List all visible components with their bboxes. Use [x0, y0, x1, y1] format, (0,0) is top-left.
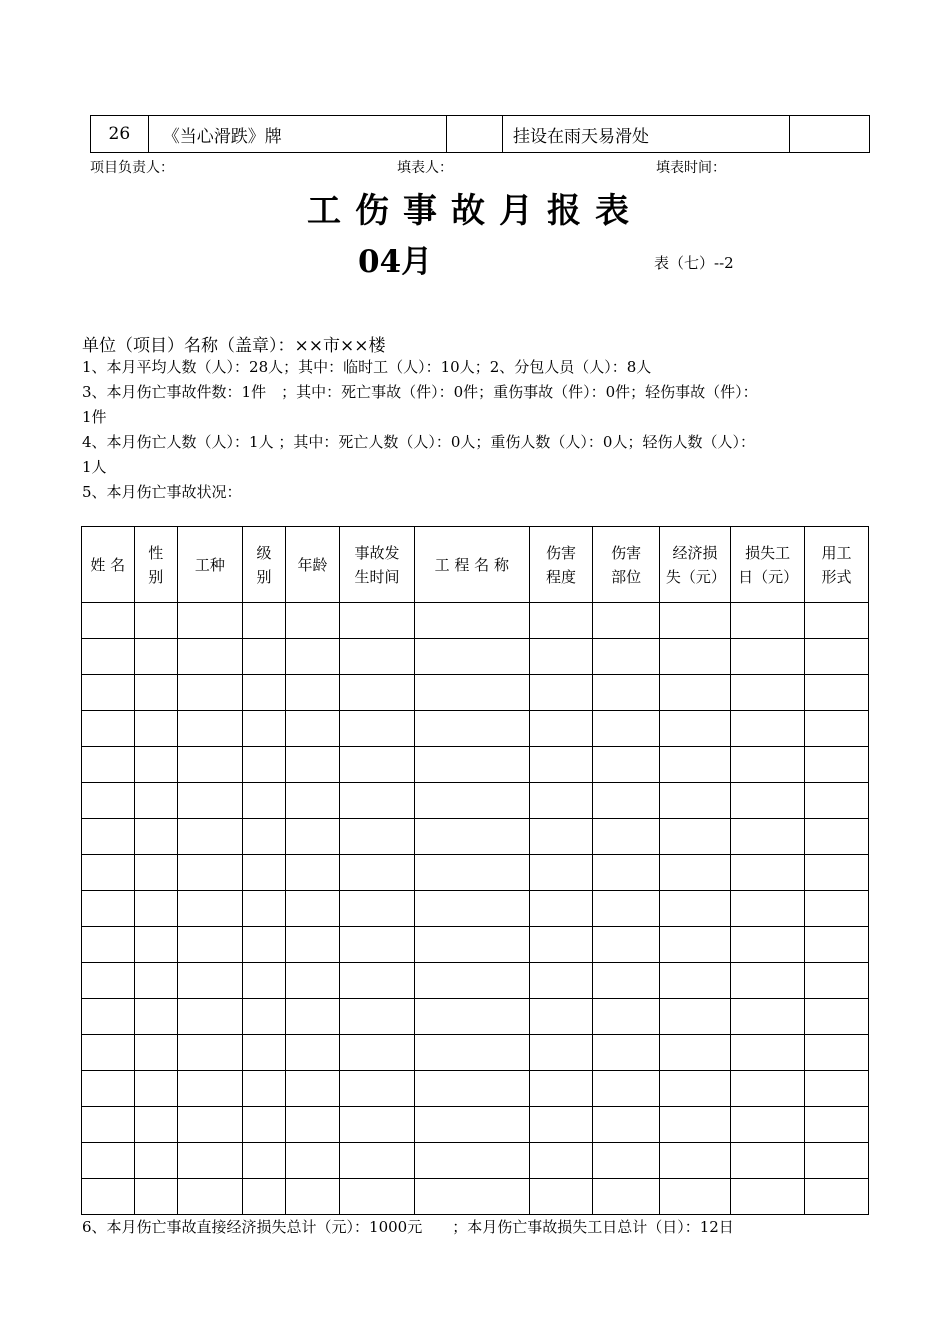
- table-cell: [134, 1107, 177, 1143]
- table-row: [82, 1179, 869, 1215]
- table-cell: [593, 747, 660, 783]
- table-cell: [242, 891, 285, 927]
- table-cell: [242, 855, 285, 891]
- table-cell: [659, 891, 730, 927]
- table-cell: [286, 1179, 340, 1215]
- table-cell: [82, 1107, 135, 1143]
- table-cell: [242, 603, 285, 639]
- table-cell: [134, 1071, 177, 1107]
- table-cell: [593, 927, 660, 963]
- headcount-line: 1、本月平均人数（人）：28人；其中：临时工（人）：10人；2、分包人员（人）：8人: [82, 358, 652, 376]
- table-cell: [134, 639, 177, 675]
- table-cell: [82, 819, 135, 855]
- table-cell: [593, 819, 660, 855]
- table-cell: [134, 711, 177, 747]
- table-cell: [177, 1143, 242, 1179]
- project-lead-label: 项目负责人：: [90, 160, 174, 176]
- table-cell: [659, 1107, 730, 1143]
- table-cell: [82, 999, 135, 1035]
- table-cell: [339, 747, 414, 783]
- table-row: [82, 963, 869, 999]
- table-cell: [242, 963, 285, 999]
- table-cell: [593, 1071, 660, 1107]
- form-number: 表（七）--2: [654, 254, 734, 272]
- table-cell: [177, 783, 242, 819]
- table-cell: [339, 819, 414, 855]
- table-cell: [286, 855, 340, 891]
- casualty-count-line-cont: 1人: [82, 458, 107, 476]
- table-cell: [134, 675, 177, 711]
- sign-list-table: [90, 115, 870, 153]
- table-cell: [134, 783, 177, 819]
- sign-remark: [789, 116, 869, 153]
- table-cell: [177, 855, 242, 891]
- table-row: [82, 747, 869, 783]
- table-cell: [529, 675, 593, 711]
- table-cell: [339, 999, 414, 1035]
- table-cell: [415, 855, 529, 891]
- table-cell: [242, 783, 285, 819]
- accident-count-line: 3、本月伤亡事故件数：1件 ；其中：死亡事故（件）：0件；重伤事故（件）：0件；轻伤事故（件）：: [82, 383, 758, 401]
- table-cell: [731, 1035, 805, 1071]
- page-title: 工伤事故月报表: [307, 191, 643, 231]
- table-cell: [286, 603, 340, 639]
- table-cell: [134, 927, 177, 963]
- table-row: [82, 639, 869, 675]
- accident-status-heading: 5、本月伤亡事故状况：: [82, 483, 242, 501]
- table-row: [82, 855, 869, 891]
- table-cell: [134, 999, 177, 1035]
- table-cell: [529, 1107, 593, 1143]
- table-cell: [339, 603, 414, 639]
- table-row: [82, 783, 869, 819]
- table-cell: [593, 891, 660, 927]
- table-cell: [529, 891, 593, 927]
- table-cell: [242, 927, 285, 963]
- table-cell: [529, 927, 593, 963]
- col-lost-workdays: 损失工日（元）: [731, 527, 805, 603]
- table-cell: [529, 1179, 593, 1215]
- table-cell: [659, 963, 730, 999]
- table-cell: [805, 855, 869, 891]
- table-cell: [529, 603, 593, 639]
- accident-count-line-cont: 1件: [82, 408, 107, 426]
- table-cell: [177, 747, 242, 783]
- table-cell: [805, 1179, 869, 1215]
- casualty-count-line: 4、本月伤亡人数（人）：1人 ；其中：死亡人数（人）：0人；重伤人数（人）：0人；轻伤人数（人）：: [82, 433, 755, 451]
- sign-name: 《当心滑跌》牌: [148, 116, 446, 153]
- table-cell: [659, 1071, 730, 1107]
- col-grade: 级别: [242, 527, 285, 603]
- report-month: 04月: [358, 244, 433, 280]
- table-cell: [805, 1071, 869, 1107]
- table-cell: [339, 963, 414, 999]
- col-trade: 工种: [177, 527, 242, 603]
- table-cell: [82, 711, 135, 747]
- table-cell: [529, 855, 593, 891]
- table-cell: [242, 711, 285, 747]
- table-cell: [805, 1143, 869, 1179]
- table-cell: [415, 819, 529, 855]
- table-cell: [805, 783, 869, 819]
- table-cell: [134, 1035, 177, 1071]
- table-cell: [593, 783, 660, 819]
- table-cell: [286, 639, 340, 675]
- table-row: [82, 1071, 869, 1107]
- col-project-name: 工 程 名 称: [415, 527, 529, 603]
- table-cell: [593, 1107, 660, 1143]
- table-cell: [593, 603, 660, 639]
- sign-location: 挂设在雨天易滑处: [502, 116, 789, 153]
- table-cell: [731, 603, 805, 639]
- table-cell: [286, 999, 340, 1035]
- table-cell: [286, 675, 340, 711]
- table-row: [82, 927, 869, 963]
- table-cell: [82, 1071, 135, 1107]
- table-cell: [82, 675, 135, 711]
- table-cell: [415, 1035, 529, 1071]
- table-cell: [415, 927, 529, 963]
- table-row: [82, 1035, 869, 1071]
- table-cell: [529, 819, 593, 855]
- col-economic-loss: 经济损失（元）: [659, 527, 730, 603]
- table-cell: [339, 927, 414, 963]
- table-cell: [177, 711, 242, 747]
- col-injury-part: 伤害部位: [593, 527, 660, 603]
- table-cell: [805, 675, 869, 711]
- row-number: 26: [91, 116, 149, 153]
- table-cell: [415, 963, 529, 999]
- table-cell: [593, 639, 660, 675]
- col-accident-time: 事故发生时间: [339, 527, 414, 603]
- table-cell: [134, 819, 177, 855]
- table-cell: [805, 603, 869, 639]
- table-cell: [134, 1143, 177, 1179]
- table-cell: [82, 927, 135, 963]
- table-cell: [659, 999, 730, 1035]
- table-cell: [286, 1143, 340, 1179]
- table-row: [82, 891, 869, 927]
- table-cell: [415, 891, 529, 927]
- table-cell: [339, 783, 414, 819]
- table-cell: [659, 711, 730, 747]
- table-cell: [659, 603, 730, 639]
- table-cell: [415, 639, 529, 675]
- table-cell: [593, 855, 660, 891]
- table-cell: [177, 1179, 242, 1215]
- table-cell: [415, 1107, 529, 1143]
- table-cell: [415, 783, 529, 819]
- table-cell: [415, 603, 529, 639]
- table-cell: [593, 675, 660, 711]
- table-cell: [415, 711, 529, 747]
- table-row: [82, 1143, 869, 1179]
- table-cell: [731, 1071, 805, 1107]
- table-cell: [134, 747, 177, 783]
- table-cell: [82, 855, 135, 891]
- table-cell: [339, 711, 414, 747]
- table-cell: [242, 819, 285, 855]
- table-row: [82, 603, 869, 639]
- table-cell: [134, 1179, 177, 1215]
- table-cell: [659, 1179, 730, 1215]
- table-cell: [659, 927, 730, 963]
- col-age: 年龄: [286, 527, 340, 603]
- table-cell: [82, 1179, 135, 1215]
- table-cell: [82, 783, 135, 819]
- table-cell: [339, 675, 414, 711]
- table-cell: [731, 747, 805, 783]
- table-cell: [82, 603, 135, 639]
- table-cell: [339, 855, 414, 891]
- table-cell: [339, 891, 414, 927]
- table-cell: [134, 963, 177, 999]
- table-cell: [177, 819, 242, 855]
- table-cell: [82, 747, 135, 783]
- table-cell: [731, 711, 805, 747]
- table-row: [82, 1107, 869, 1143]
- table-cell: [286, 711, 340, 747]
- table-cell: [659, 747, 730, 783]
- unit-name-line: 单位（项目）名称（盖章）：××市××楼: [82, 336, 386, 356]
- table-cell: [805, 999, 869, 1035]
- table-cell: [286, 891, 340, 927]
- table-cell: [731, 1179, 805, 1215]
- table-cell: [242, 675, 285, 711]
- table-cell: [659, 855, 730, 891]
- table-cell: [177, 891, 242, 927]
- table-cell: [177, 639, 242, 675]
- table-header-row: [82, 527, 869, 603]
- table-row: [82, 711, 869, 747]
- table-row: [82, 675, 869, 711]
- table-cell: [242, 1071, 285, 1107]
- table-cell: [339, 1071, 414, 1107]
- table-cell: [177, 963, 242, 999]
- fill-time-label: 填表时间：: [656, 160, 726, 176]
- table-cell: [659, 783, 730, 819]
- table-cell: [659, 1035, 730, 1071]
- table-cell: [177, 1107, 242, 1143]
- table-cell: [286, 747, 340, 783]
- table-body: [82, 603, 869, 1215]
- table-cell: [805, 927, 869, 963]
- table-cell: [286, 1035, 340, 1071]
- table-cell: [731, 819, 805, 855]
- table-row: [82, 999, 869, 1035]
- table-cell: [731, 999, 805, 1035]
- table-cell: [659, 819, 730, 855]
- table-cell: [805, 747, 869, 783]
- table-cell: [286, 927, 340, 963]
- table-cell: [177, 999, 242, 1035]
- table-cell: [415, 747, 529, 783]
- table-cell: [134, 603, 177, 639]
- table-cell: [805, 819, 869, 855]
- table-cell: [529, 747, 593, 783]
- table-row: [82, 819, 869, 855]
- table-cell: [805, 891, 869, 927]
- table-cell: [593, 1179, 660, 1215]
- table-cell: [415, 1143, 529, 1179]
- table-cell: [242, 1107, 285, 1143]
- col-gender: 性别: [134, 527, 177, 603]
- table-cell: [242, 1035, 285, 1071]
- table-cell: [82, 963, 135, 999]
- table-cell: [529, 963, 593, 999]
- table-cell: [593, 1143, 660, 1179]
- table-cell: [805, 963, 869, 999]
- table-cell: [659, 675, 730, 711]
- table-cell: [242, 1179, 285, 1215]
- table-cell: [731, 639, 805, 675]
- table-cell: [593, 963, 660, 999]
- table-cell: [529, 783, 593, 819]
- table-cell: [731, 927, 805, 963]
- table-cell: [82, 1035, 135, 1071]
- table-cell: [731, 1107, 805, 1143]
- table-cell: [82, 891, 135, 927]
- table-cell: [731, 855, 805, 891]
- table-cell: [529, 999, 593, 1035]
- col-injury-degree: 伤害程度: [529, 527, 593, 603]
- table-cell: [805, 1107, 869, 1143]
- table-cell: [731, 963, 805, 999]
- table-cell: [242, 747, 285, 783]
- filler-label: 填表人：: [397, 160, 453, 176]
- table-cell: [659, 1143, 730, 1179]
- table-cell: [593, 711, 660, 747]
- table-cell: [82, 1143, 135, 1179]
- table-cell: [415, 999, 529, 1035]
- table-cell: [731, 1143, 805, 1179]
- table-cell: [177, 1071, 242, 1107]
- table-cell: [286, 1107, 340, 1143]
- table-cell: [529, 639, 593, 675]
- table-cell: [339, 639, 414, 675]
- table-cell: [529, 1035, 593, 1071]
- table-cell: [339, 1179, 414, 1215]
- table-cell: [659, 639, 730, 675]
- col-name: 姓 名: [82, 527, 135, 603]
- table-cell: [529, 1143, 593, 1179]
- sign-quantity: [446, 116, 502, 153]
- table-row: [91, 116, 870, 153]
- table-cell: [286, 783, 340, 819]
- table-cell: [593, 999, 660, 1035]
- table-cell: [805, 639, 869, 675]
- table-cell: [339, 1035, 414, 1071]
- table-cell: [805, 711, 869, 747]
- table-cell: [339, 1107, 414, 1143]
- table-cell: [286, 1071, 340, 1107]
- table-cell: [286, 963, 340, 999]
- table-cell: [805, 1035, 869, 1071]
- table-cell: [134, 855, 177, 891]
- table-cell: [242, 639, 285, 675]
- table-cell: [415, 1179, 529, 1215]
- table-cell: [177, 603, 242, 639]
- table-cell: [177, 675, 242, 711]
- table-cell: [415, 1071, 529, 1107]
- table-cell: [242, 1143, 285, 1179]
- table-cell: [593, 1035, 660, 1071]
- table-cell: [286, 819, 340, 855]
- table-cell: [529, 711, 593, 747]
- accident-detail-table: [81, 526, 869, 1215]
- table-cell: [177, 927, 242, 963]
- table-cell: [339, 1143, 414, 1179]
- table-cell: [731, 675, 805, 711]
- table-cell: [415, 675, 529, 711]
- table-cell: [731, 783, 805, 819]
- table-cell: [529, 1071, 593, 1107]
- table-cell: [82, 639, 135, 675]
- table-cell: [134, 891, 177, 927]
- table-cell: [242, 999, 285, 1035]
- loss-summary-line: 6、本月伤亡事故直接经济损失总计（元）：1000元 ；本月伤亡事故损失工日总计（日）：12日: [82, 1218, 734, 1236]
- col-employment-form: 用工形式: [805, 527, 869, 603]
- table-cell: [177, 1035, 242, 1071]
- table-cell: [731, 891, 805, 927]
